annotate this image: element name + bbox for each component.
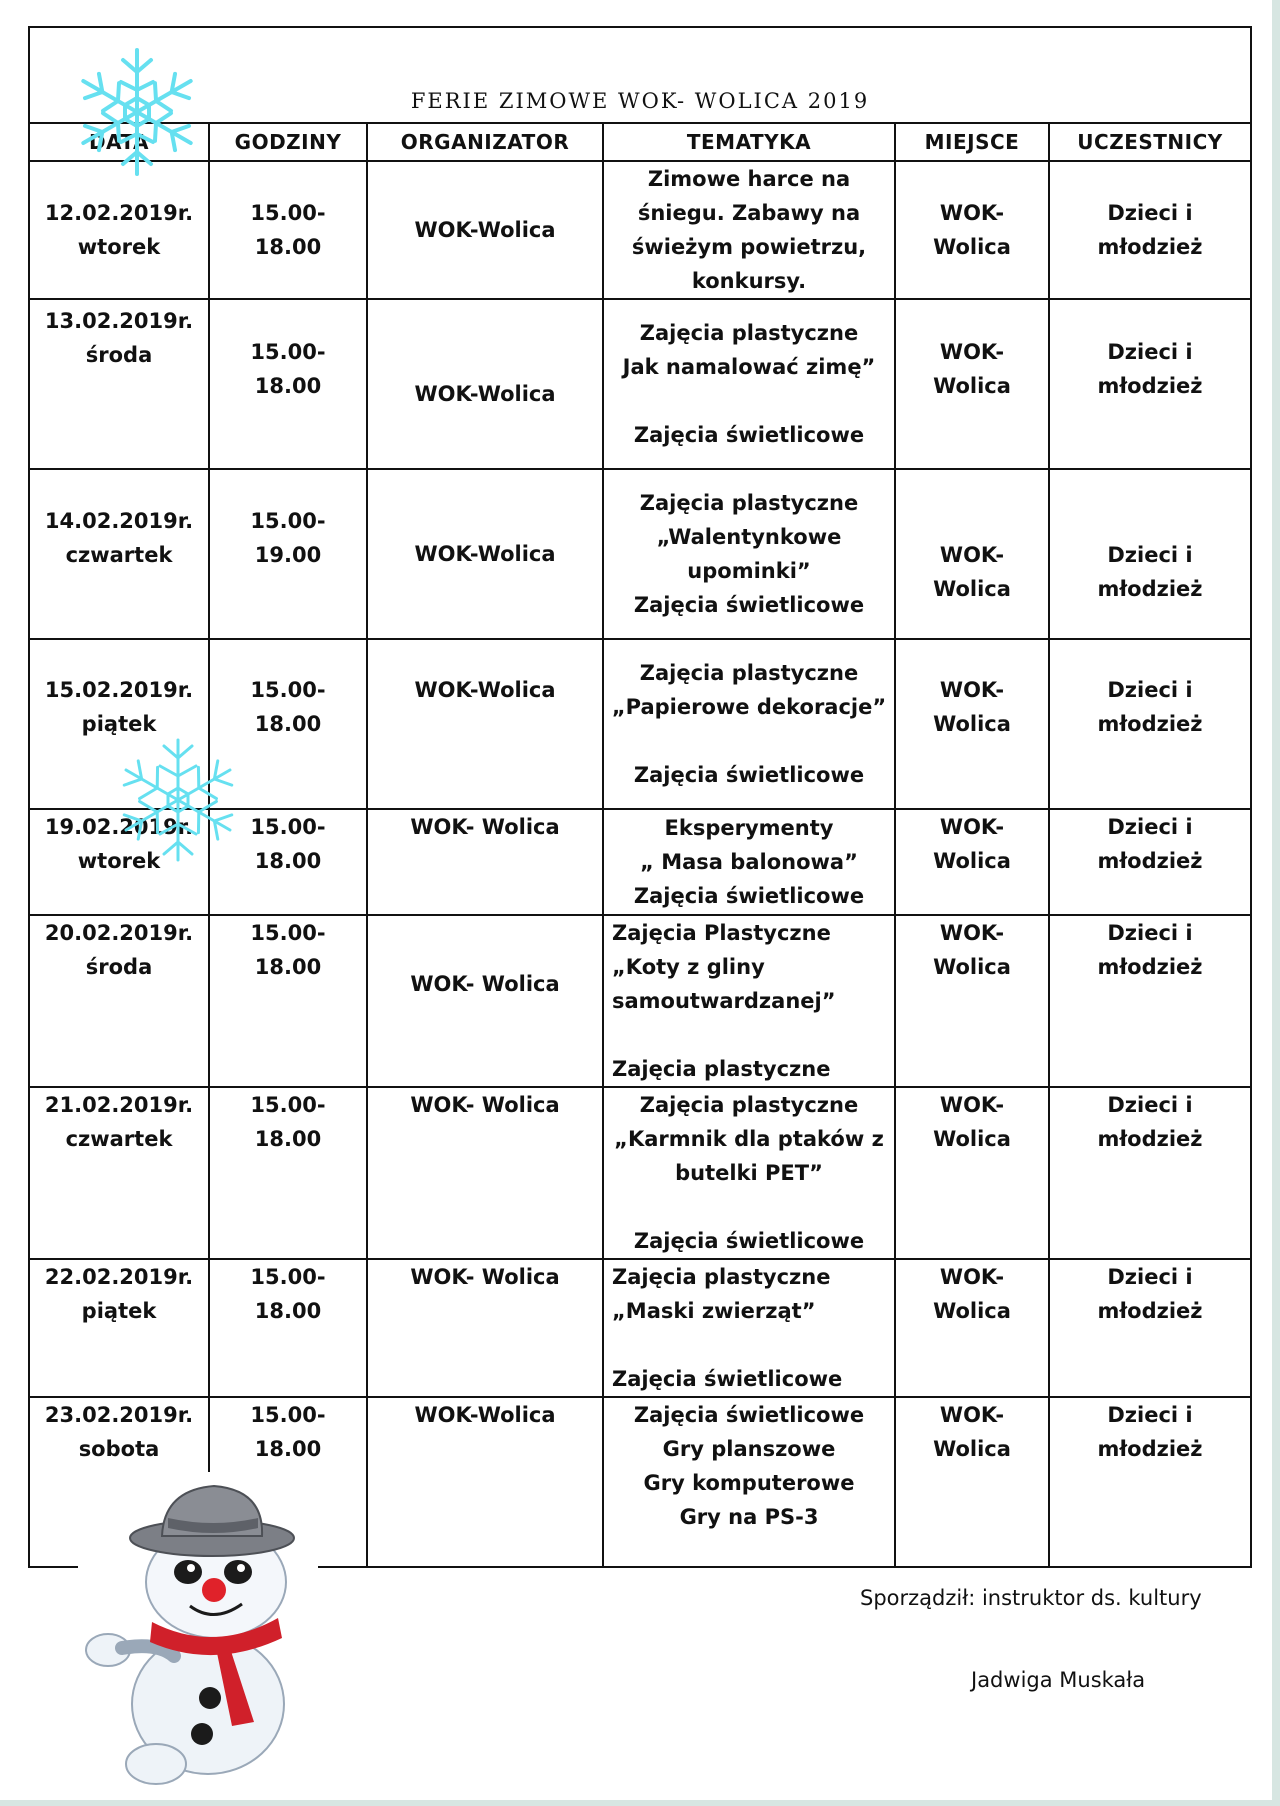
snowman-illustration xyxy=(78,1472,318,1790)
prepared-by-label: Sporządził: instruktor ds. kultury xyxy=(860,1586,1202,1610)
cell-godziny: 15.00- 18.00 xyxy=(209,639,367,809)
cell-godziny: 15.00- 18.00 xyxy=(209,809,367,915)
cell-uczestnicy: Dzieci i młodzież xyxy=(1049,299,1251,469)
cell-tematyka: Zajęcia plastyczne Jak namalować zimę” Zajęcia świetlicowe xyxy=(603,299,895,469)
column-header-tematyka: TEMATYKA xyxy=(603,123,895,161)
cell-tematyka: Zajęcia plastyczne „Maski zwierząt” Zajęcia świetlicowe xyxy=(603,1259,895,1397)
cell-godziny: 15.00- 18.00 xyxy=(209,1259,367,1397)
cell-godziny: 15.00- 19.00 xyxy=(209,469,367,639)
cell-miejsce: WOK- Wolica xyxy=(895,1087,1049,1259)
cell-uczestnicy: Dzieci i młodzież xyxy=(1049,1259,1251,1397)
cell-godziny: 15.00- 18.00 xyxy=(209,299,367,469)
cell-godziny: 15.00- 18.00 xyxy=(209,1397,367,1567)
cell-organizator: WOK-Wolica xyxy=(367,161,603,299)
cell-uczestnicy: Dzieci i młodzież xyxy=(1049,1087,1251,1259)
cell-uczestnicy: Dzieci i młodzież xyxy=(1049,469,1251,639)
cell-organizator: WOK-Wolica xyxy=(367,1397,603,1567)
column-header-uczestnicy: UCZESTNICY xyxy=(1049,123,1251,161)
page-edge xyxy=(1272,0,1280,1806)
table-row xyxy=(29,469,1251,639)
cell-tematyka: Zimowe harce na śniegu. Zabawy na świeżym powietrzu, konkursy. xyxy=(603,161,895,299)
page-title: FERIE ZIMOWE WOK- WOLICA 2019 xyxy=(29,27,1251,123)
cell-godziny: 15.00- 18.00 xyxy=(209,1087,367,1259)
cell-data: 20.02.2019r. środa xyxy=(29,915,209,1087)
cell-organizator: WOK- Wolica xyxy=(367,1087,603,1259)
cell-organizator: WOK-Wolica xyxy=(367,299,603,469)
column-header-data: DATA xyxy=(29,123,209,161)
cell-miejsce: WOK- Wolica xyxy=(895,639,1049,809)
column-header-organizator: ORGANIZATOR xyxy=(367,123,603,161)
cell-organizator: WOK- Wolica xyxy=(367,809,603,915)
cell-data: 12.02.2019r. wtorek xyxy=(29,161,209,299)
cell-tematyka: Zajęcia plastyczne „Karmnik dla ptaków z butelki PET” Zajęcia świetlicowe xyxy=(603,1087,895,1259)
cell-data: 23.02.2019r. sobota xyxy=(29,1397,209,1567)
cell-data: 21.02.2019r. czwartek xyxy=(29,1087,209,1259)
cell-organizator: WOK-Wolica xyxy=(367,639,603,809)
column-header-miejsce: MIEJSCE xyxy=(895,123,1049,161)
cell-miejsce: WOK- Wolica xyxy=(895,915,1049,1087)
snowflake-icon xyxy=(108,722,248,878)
page-edge xyxy=(0,1800,1280,1806)
cell-data: 13.02.2019r. środa xyxy=(29,299,209,469)
cell-miejsce: WOK- Wolica xyxy=(895,1259,1049,1397)
cell-miejsce: WOK- Wolica xyxy=(895,161,1049,299)
cell-uczestnicy: Dzieci i młodzież xyxy=(1049,1397,1251,1567)
table-row xyxy=(29,915,1251,1087)
cell-miejsce: WOK- Wolica xyxy=(895,299,1049,469)
cell-uczestnicy: Dzieci i młodzież xyxy=(1049,915,1251,1087)
cell-uczestnicy: Dzieci i młodzież xyxy=(1049,639,1251,809)
cell-miejsce: WOK- Wolica xyxy=(895,1397,1049,1567)
table-row xyxy=(29,299,1251,469)
table-row xyxy=(29,1259,1251,1397)
cell-godziny: 15.00- 18.00 xyxy=(209,915,367,1087)
column-header-godziny: GODZINY xyxy=(209,123,367,161)
cell-miejsce: WOK- Wolica xyxy=(895,469,1049,639)
cell-uczestnicy: Dzieci i młodzież xyxy=(1049,809,1251,915)
cell-data: 19.02.2019r. wtorek xyxy=(29,809,209,915)
author-name: Jadwiga Muskała xyxy=(971,1668,1146,1692)
cell-tematyka: Zajęcia plastyczne „Walentynkowe upominki” Zajęcia świetlicowe xyxy=(603,469,895,639)
table-row xyxy=(29,161,1251,299)
snowflake-icon xyxy=(64,42,210,182)
cell-organizator: WOK- Wolica xyxy=(367,915,603,1087)
cell-data: 15.02.2019r. piątek xyxy=(29,639,209,809)
cell-tematyka: Zajęcia świetlicowe Gry planszowe Gry komputerowe Gry na PS-3 xyxy=(603,1397,895,1567)
cell-miejsce: WOK- Wolica xyxy=(895,809,1049,915)
table-row xyxy=(29,1087,1251,1259)
cell-organizator: WOK-Wolica xyxy=(367,469,603,639)
cell-tematyka: Eksperymenty „ Masa balonowa” Zajęcia świetlicowe xyxy=(603,809,895,915)
cell-uczestnicy: Dzieci i młodzież xyxy=(1049,161,1251,299)
cell-organizator: WOK- Wolica xyxy=(367,1259,603,1397)
cell-data: 14.02.2019r. czwartek xyxy=(29,469,209,639)
cell-data: 22.02.2019r. piątek xyxy=(29,1259,209,1397)
cell-godziny: 15.00- 18.00 xyxy=(209,161,367,299)
cell-tematyka: Zajęcia Plastyczne „Koty z gliny samoutwardzanej” Zajęcia plastyczne xyxy=(603,915,895,1087)
cell-tematyka: Zajęcia plastyczne „Papierowe dekoracje” Zajęcia świetlicowe xyxy=(603,639,895,809)
table-header-row xyxy=(29,123,1251,161)
